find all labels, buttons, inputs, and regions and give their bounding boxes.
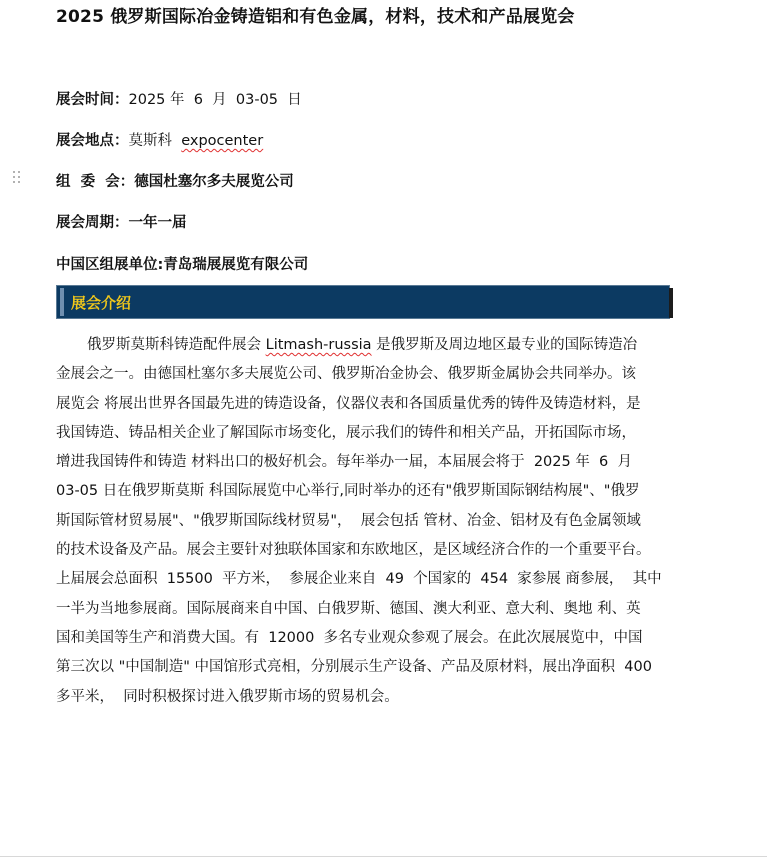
china-organizer-label: 中国区组展单位: (56, 257, 164, 273)
china-organizer-row (56, 253, 308, 274)
intro-line: 上届展会总面积 15500 平方米， 参展企业来自 49 个国家的 454 家参展 商参展， 其中 (56, 571, 662, 588)
intro-line: 金展会之一。由德国杜塞尔多夫展览公司、俄罗斯冶金协会、俄罗斯金属协会共同举办。该 (56, 366, 636, 383)
intro-line: 展览会 将展出世界各国最先进的铸造设备，仪器仪表和各国质量优秀的铸件及铸造材料，是 (56, 395, 641, 412)
event-brand: Litmash-russia (265, 337, 372, 353)
intro-line: 的技术设备及产品。展会主要针对独联体国家和东欧地区，是区域经济合作的一个重要平台。 (56, 542, 651, 559)
document-title: 2025 俄罗斯国际冶金铸造铝和有色金属，材料，技术和产品展览会 (56, 7, 575, 27)
organizing-committee-label: 组 委 会： (56, 174, 135, 190)
china-organizer-value: 青岛瑞展展览有限公司 (163, 257, 309, 273)
exhibition-place-city: 莫斯科 (128, 133, 172, 149)
section-header-cap (669, 288, 673, 318)
intro-line: 第三次以 "中国制造" 中国馆形式亮相，分别展示生产设备、产品及原材料，展出净面积 400 (56, 659, 652, 676)
exhibition-cycle-value: 一年一届 (128, 215, 187, 231)
exhibition-cycle-row (56, 211, 187, 232)
section-header-bar (56, 285, 670, 319)
exhibition-time-row (56, 88, 302, 109)
exhibition-time-label: 展会时间： (56, 92, 129, 108)
exhibition-cycle-label: 展会周期： (56, 215, 129, 231)
intro-line: 国和美国等生产和消费大国。有 12000 多名专业观众参观了展会。在此次展展览中，中国 (56, 629, 643, 646)
section-heading: 展会介绍 (71, 294, 132, 312)
intro-line: 我国铸造、铸品相关企业了解国际市场变化，展示我们的铸件和相关产品，开拓国际市场， (56, 424, 636, 441)
intro-paragraph (56, 331, 698, 712)
organizing-committee-row (56, 170, 294, 191)
intro-line: 多平米， 同时积极探讨进入俄罗斯市场的贸易机会。 (56, 688, 399, 705)
drag-handle-icon[interactable] (13, 171, 21, 185)
intro-text: 是俄罗斯及周边地区最专业的国际铸造冶 (371, 337, 638, 353)
exhibition-place-row (56, 129, 263, 150)
intro-line: 03-05 日在俄罗斯莫斯 科国际展览中心举行,同时举办的还有"俄罗斯国际钢结构展"、"俄罗 (56, 483, 640, 500)
section-header-accent (60, 288, 64, 316)
intro-text: 俄罗斯莫斯科铸造配件展会 (87, 337, 266, 353)
intro-line (56, 331, 698, 360)
intro-line: 一半为当地参展商。国际展商来自中国、白俄罗斯、德国、澳大利亚、意大利、奥地 利、英 (56, 600, 641, 617)
exhibition-place-label: 展会地点： (56, 133, 129, 149)
page-bottom-rule (0, 856, 767, 857)
intro-line: 增进我国铸件和铸造 材料出口的极好机会。每年举办一届，本届展会将于 2025 年 6 月 (56, 454, 632, 471)
exhibition-time-value: 2025 年 6 月 03-05 日 (128, 92, 302, 108)
organizing-committee-value: 德国杜塞尔多夫展览公司 (134, 174, 294, 190)
exhibition-place-venue: expocenter (181, 133, 264, 149)
intro-line: 斯国际管材贸易展"、"俄罗斯国际线材贸易"， 展会包括 管材、冶金、铝材及有色金属领域 (56, 512, 641, 529)
